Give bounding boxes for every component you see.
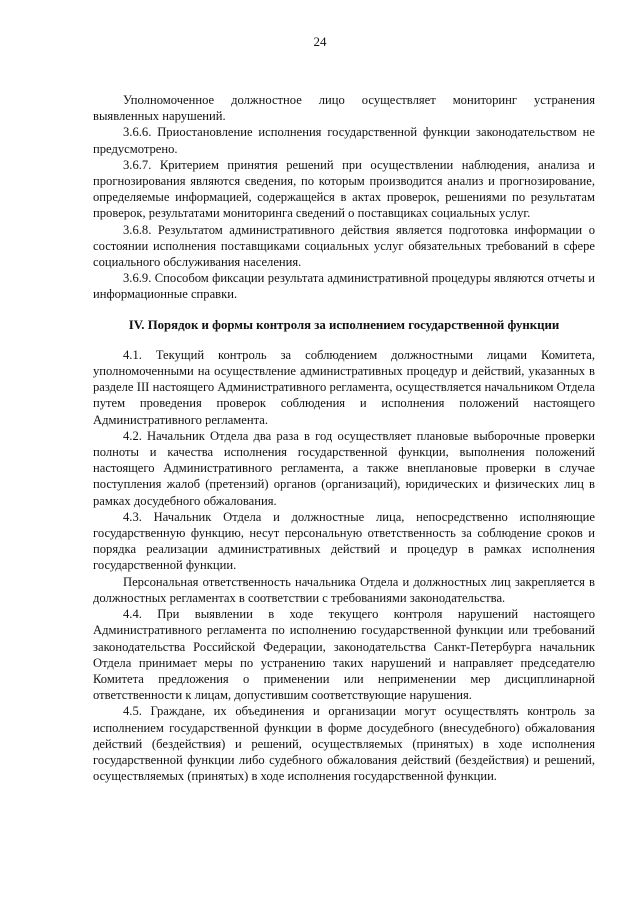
paragraph-4-3: 4.3. Начальник Отдела и должностные лица, непосредственно исполняющие государственную функцию, несут персональную ответственность за соблюдение сроков и порядка реализации административных действий и процедур в рамках исполнения государственной функции. <box>93 509 595 573</box>
section-title: IV. Порядок и формы контроля за исполнением государственной функции <box>128 317 560 332</box>
paragraph-personal-responsibility: Персональная ответственность начальника Отдела и должностных лиц закрепляется в должностных регламентах в соответствии с требованиями законодательства. <box>93 574 595 605</box>
page-number: 24 <box>313 34 327 49</box>
paragraph-3-6-8: 3.6.8. Результатом административного действия является подготовка информации о состоянии исполнения поставщиками социальных услуг обязательных требований в сфере социального обслуживания населения. <box>93 222 595 270</box>
paragraph-4-5: 4.5. Граждане, их объединения и организации могут осуществлять контроль за исполнением государственной функции в форме досудебного (внесудебного) обжалования действий (бездействия) и решений, осуществляемых (принятых) в ходе исполнения государственной функции либо судебного обжалования действий (бездействия) и решений, осуществляемых (принятых) в ходе исполнения государственной функции. <box>93 704 595 784</box>
paragraph-3-6-6: 3.6.6. Приостановление исполнения государственной функции законодательством не предусмотрено. <box>93 125 595 156</box>
paragraph-monitoring: Уполномоченное должностное лицо осуществляет мониторинг устранения выявленных нарушений. <box>93 93 595 124</box>
document-body <box>93 92 595 784</box>
paragraph-4-4: 4.4. При выявлении в ходе текущего контроля нарушений настоящего Административного регламента по исполнению государственной функции или требований законодательства Российской Федерации, законодательства Санкт-Петербурга начальник Отдела принимает меры по устранению таких нарушений и направляет председателю Комитета предложения о применении или неприменении мер дисциплинарной ответственности к лицам, допустившим соответствующие нарушения. <box>93 607 595 703</box>
paragraph-4-1: 4.1. Текущий контроль за соблюдением должностными лицами Комитета, уполномоченными на осуществление административных процедур и действий, указанных в разделе III настоящего Административного регламента, осуществляется начальником Отдела путем проведения проверок соблюдения и исполнения положений настоящего Административного регламента. <box>93 347 595 427</box>
paragraph-4-2: 4.2. Начальник Отдела два раза в год осуществляет плановые выборочные проверки полноты и качества исполнения государственной функции, выполнения положений настоящего Административного регламента, а также внеплановые проверки в случае поступления жалоб (претензий) органов (организаций), юридических и физических лиц в рамках досудебного обжалования. <box>93 428 595 508</box>
paragraph-3-6-9: 3.6.9. Способом фиксации результата административной процедуры являются отчеты и информационные справки. <box>93 271 595 302</box>
paragraph-3-6-7: 3.6.7. Критерием принятия решений при осуществлении наблюдения, анализа и прогнозирования являются сведения, по которым производится анализ и прогнозирование, определяемые информацией, содержащейся в актах проверок, решениями по результатам проверок, результатами мониторинга сведений о поставщиках социальных услуг. <box>93 157 595 221</box>
